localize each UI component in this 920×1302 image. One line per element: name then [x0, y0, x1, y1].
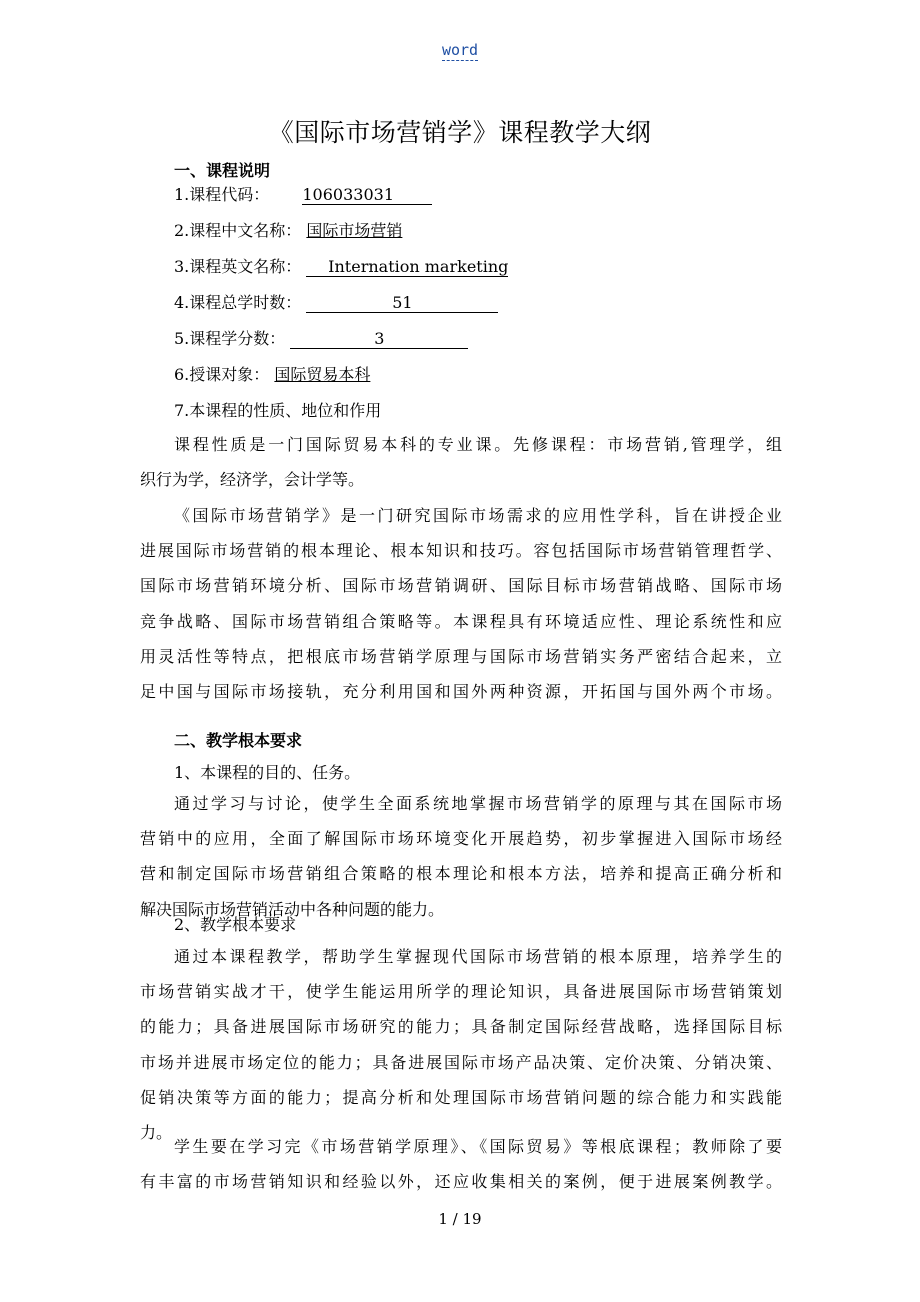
paragraph-line: 《国际市场营销学》是一门研究国际市场需求的应用性学科，旨在讲授企业 — [174, 506, 782, 525]
paragraph-line: 进展国际市场营销的根本理论、根本知识和技巧。容包括国际市场营销管理哲学、 — [140, 541, 782, 561]
paragraph-line: 通过学习与讨论，使学生全面系统地掌握市场营销学的原理与其在国际市场 — [174, 794, 782, 813]
paragraph-line: 促销决策等方面的能力；提高分析和处理国际市场营销问题的综合能力和实践能 — [140, 1087, 782, 1107]
credits-value: 3 — [290, 330, 468, 349]
en-name-value: Internation marketing — [306, 258, 508, 277]
hours-value: 51 — [306, 294, 498, 313]
paragraph-goals — [140, 786, 782, 927]
header-word-link[interactable]: word — [441, 41, 479, 59]
subsection-requirements: 2、教学根本要求 — [174, 915, 297, 934]
paragraph-line: 用灵活性等特点，把根底市场营销学原理与国际市场营销实务严密结合起来，立 — [140, 646, 782, 666]
paragraph-line: 市场并进展市场定位的能力；具备进展国际市场产品决策、定价决策、分销决策、 — [140, 1052, 782, 1072]
paragraph-line: 营销中的应用，全面了解国际市场环境变化开展趋势，初步掌握进入国际市场经 — [140, 829, 782, 849]
paragraph-line: 力。 — [140, 1123, 173, 1143]
paragraph-line: 有丰富的市场营销知识和经验以外，还应收集相关的案例，便于进展案例教学。 — [140, 1172, 782, 1192]
nature-heading: 7.本课程的性质、地位和作用 — [174, 401, 382, 420]
paragraph-prerequisites — [140, 1129, 782, 1199]
paragraph-course-nature — [140, 427, 782, 497]
audience-label: 6.授课对象： — [174, 365, 270, 384]
page-title: 《国际市场营销学》课程教学大纲 — [268, 118, 652, 147]
course-code-label: 1.课程代码： — [174, 185, 270, 204]
page-number: 1 / 19 — [438, 1210, 482, 1228]
paragraph-line: 学生要在学习完《市场营销学原理》、《国际贸易》等根底课程；教师除了要 — [174, 1137, 782, 1156]
paragraph-line: 国际市场营销环境分析、国际市场营销调研、国际目标市场营销战略、国际市场 — [140, 576, 782, 596]
paragraph-line: 市场营销实战才干，使学生能运用所学的理论知识，具备进展国际市场营销策划 — [140, 982, 782, 1002]
audience-row — [174, 362, 370, 385]
credits-row — [174, 326, 468, 349]
en-name-row — [174, 254, 508, 277]
audience-value: 国际贸易本科 — [274, 365, 371, 384]
hours-label: 4.课程总学时数： — [174, 293, 302, 312]
hours-row — [174, 290, 498, 313]
paragraph-line: 足中国与国际市场接轨，充分利用国和国外两种资源，开拓国与国外两个市场。 — [140, 682, 782, 702]
subsection-goals: 1、本课程的目的、任务。 — [174, 763, 361, 782]
section1-heading: 一、课程说明 — [174, 161, 271, 180]
paragraph-line: 的能力；具备进展国际市场研究的能力；具备制定国际经营战略，选择国际目标 — [140, 1017, 782, 1037]
section2-heading: 二、教学根本要求 — [174, 731, 303, 750]
credits-label: 5.课程学分数： — [174, 329, 286, 348]
paragraph-line: 营和制定国际市场营销组合策略的根本理论和根本方法，培养和提高正确分析和 — [140, 864, 782, 884]
cn-name-value: 国际市场营销 — [306, 221, 403, 240]
paragraph-line: 解决国际市场营销活动中各种问题的能力。 — [140, 899, 445, 919]
paragraph-course-overview — [140, 498, 782, 709]
paragraph-line: 竞争战略、国际市场营销组合策略等。本课程具有环境适应性、理论系统性和应 — [140, 611, 782, 631]
course-code-value: 106033031 — [302, 186, 432, 205]
header — [0, 40, 920, 59]
cn-name-label: 2.课程中文名称： — [174, 221, 302, 240]
course-code-row — [174, 182, 432, 205]
paragraph-line: 通过本课程教学，帮助学生掌握现代国际市场营销的根本原理，培养学生的 — [174, 947, 782, 966]
paragraph-line: 课程性质是一门国际贸易本科的专业课。先修课程：市场营销,管理学，组 — [174, 435, 782, 454]
cn-name-row — [174, 218, 402, 241]
en-name-label: 3.课程英文名称： — [174, 257, 302, 276]
paragraph-requirements — [140, 939, 782, 1150]
paragraph-line: 织行为学，经济学，会计学等。 — [140, 470, 365, 490]
